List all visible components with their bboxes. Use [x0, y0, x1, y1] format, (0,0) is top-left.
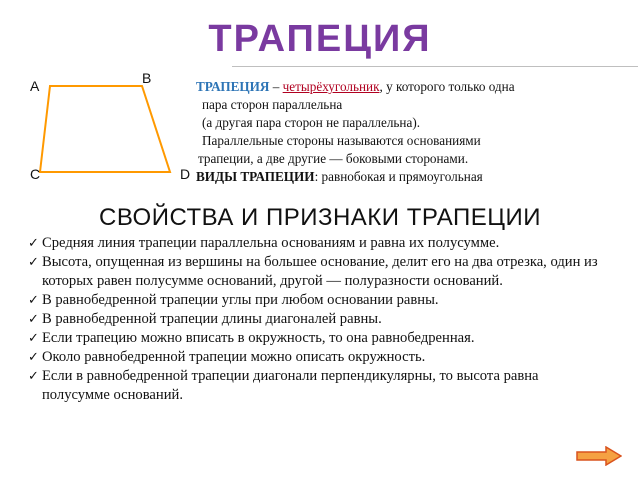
definition-line-5: трапеции, а две другие — боковыми сторонами. [198, 151, 469, 166]
definition-block [196, 78, 626, 186]
vertex-label-b: B [142, 70, 152, 86]
definition-line-2: пара сторон параллельна [202, 97, 343, 112]
trapezoid-shape [40, 86, 170, 172]
list-item [28, 348, 608, 367]
list-item [28, 310, 608, 329]
vertex-label-c: C [30, 166, 41, 182]
checkmark-icon: ✓ [28, 312, 39, 327]
list-item [28, 253, 608, 291]
page-title: ТРАПЕЦИЯ [208, 18, 432, 60]
list-item [28, 234, 608, 253]
definition-dash: – [269, 79, 283, 94]
property-text: Если трапецию можно вписать в окружность, то она равнобедренная. [42, 330, 475, 346]
property-text: В равнобедренной трапеции углы при любом основании равны. [42, 292, 439, 308]
definition-term: ТРАПЕЦИЯ [196, 79, 270, 94]
vertex-label-a: A [30, 78, 40, 94]
definition-line-1-rest: , у которого только одна [379, 79, 515, 94]
list-item [28, 291, 608, 310]
property-text: Если в равнобедренной трапеции диагонали перпендикулярны, то высота равна полусумме оснований. [42, 368, 539, 403]
property-text: Около равнобедренной трапеции можно описать окружность. [42, 349, 426, 365]
right-arrow-icon [577, 447, 621, 465]
properties-list [28, 234, 608, 405]
trapezoid-figure [36, 76, 176, 176]
types-label: ВИДЫ ТРАПЕЦИИ [196, 169, 315, 184]
checkmark-icon: ✓ [28, 293, 39, 308]
definition-line-4: Параллельные стороны называются основаниями [202, 133, 481, 148]
checkmark-icon: ✓ [28, 331, 39, 346]
property-text: Средняя линия трапеции параллельна основаниям и равна их полусумме. [42, 235, 500, 251]
types-line [196, 168, 626, 186]
types-rest: : равнобокая и прямоугольная [314, 169, 483, 184]
checkmark-icon: ✓ [28, 350, 39, 365]
list-item [28, 329, 608, 348]
title-divider [232, 66, 638, 67]
list-item [28, 367, 608, 405]
quadrilateral-link[interactable]: четырёхугольник [282, 79, 380, 94]
next-slide-button[interactable] [576, 446, 622, 466]
definition-line-1 [196, 78, 626, 96]
checkmark-icon: ✓ [28, 369, 39, 384]
property-text: Высота, опущенная из вершины на большее основание, делит его на два отрезка, один из которых равен полусумме оснований, другой — полуразности оснований. [42, 254, 598, 289]
property-text: В равнобедренной трапеции длины диагоналей равны. [42, 311, 382, 327]
checkmark-icon: ✓ [28, 236, 39, 251]
definition-line-3: (а другая пара сторон не параллельна). [202, 115, 421, 130]
vertex-label-d: D [180, 166, 191, 182]
section-title: СВОЙСТВА И ПРИЗНАКИ ТРАПЕЦИИ [98, 204, 541, 231]
checkmark-icon: ✓ [28, 255, 39, 270]
